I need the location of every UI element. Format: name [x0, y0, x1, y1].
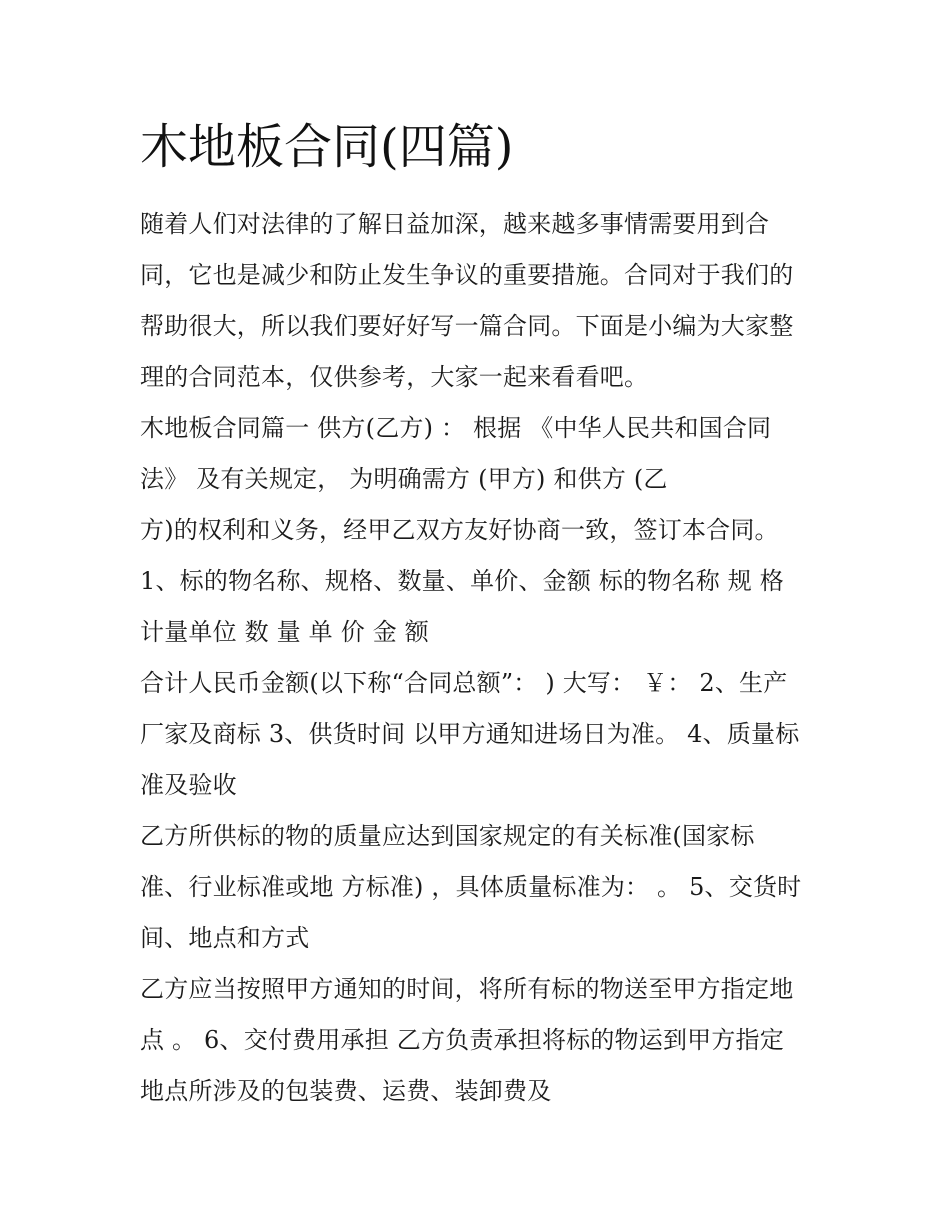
text-line: 合计人民币金额(以下称“合同总额”： ) 大写： ￥： 2、生产 [140, 669, 788, 697]
document-body [140, 199, 830, 1117]
text-line: 乙方所供标的物的质量应达到国家规定的有关标准(国家标 [140, 822, 755, 850]
text-line: 间、地点和方式 [140, 924, 310, 952]
text-line: 理的合同范本，仅供参考，大家一起来看看吧。 [140, 363, 649, 391]
text-line: 帮助很大，所以我们要好好写一篇合同。下面是小编为大家整 [140, 312, 794, 340]
text-line: 地点所涉及的包装费、运费、装卸费及 [140, 1077, 552, 1105]
text-line: 木地板合同篇一 供方(乙方) ： 根据 《中华人民共和国合同 [140, 414, 772, 442]
text-line: 计量单位 数 量 单 价 金 额 [140, 618, 429, 646]
text-line: 厂家及商标 3、供货时间 以甲方通知进场日为准。 4、质量标 [140, 720, 800, 748]
text-line: 准及验收 [140, 771, 237, 799]
text-line: 同，它也是减少和防止发生争议的重要措施。合同对于我们的 [140, 261, 794, 289]
text-line: 乙方应当按照甲方通知的时间，将所有标的物送至甲方指定地 [140, 975, 794, 1003]
text-line: 1、标的物名称、规格、数量、单价、金额 标的物名称 规 格 [140, 567, 784, 595]
text-line: 法》 及有关规定， 为明确需方 (甲方) 和供方 (乙 [140, 465, 668, 493]
document-title: 木地板合同(四篇) [140, 119, 514, 175]
text-line: 随着人们对法律的了解日益加深，越来越多事情需要用到合 [140, 210, 770, 238]
text-line: 方)的权利和义务，经甲乙双方友好协商一致，签订本合同。 [140, 516, 779, 544]
text-line: 点 。 6、交付费用承担 乙方负责承担将标的物运到甲方指定 [140, 1026, 784, 1054]
text-line: 准、行业标准或地 方标准) ，具体质量标准为： 。 5、交货时 [140, 873, 802, 901]
